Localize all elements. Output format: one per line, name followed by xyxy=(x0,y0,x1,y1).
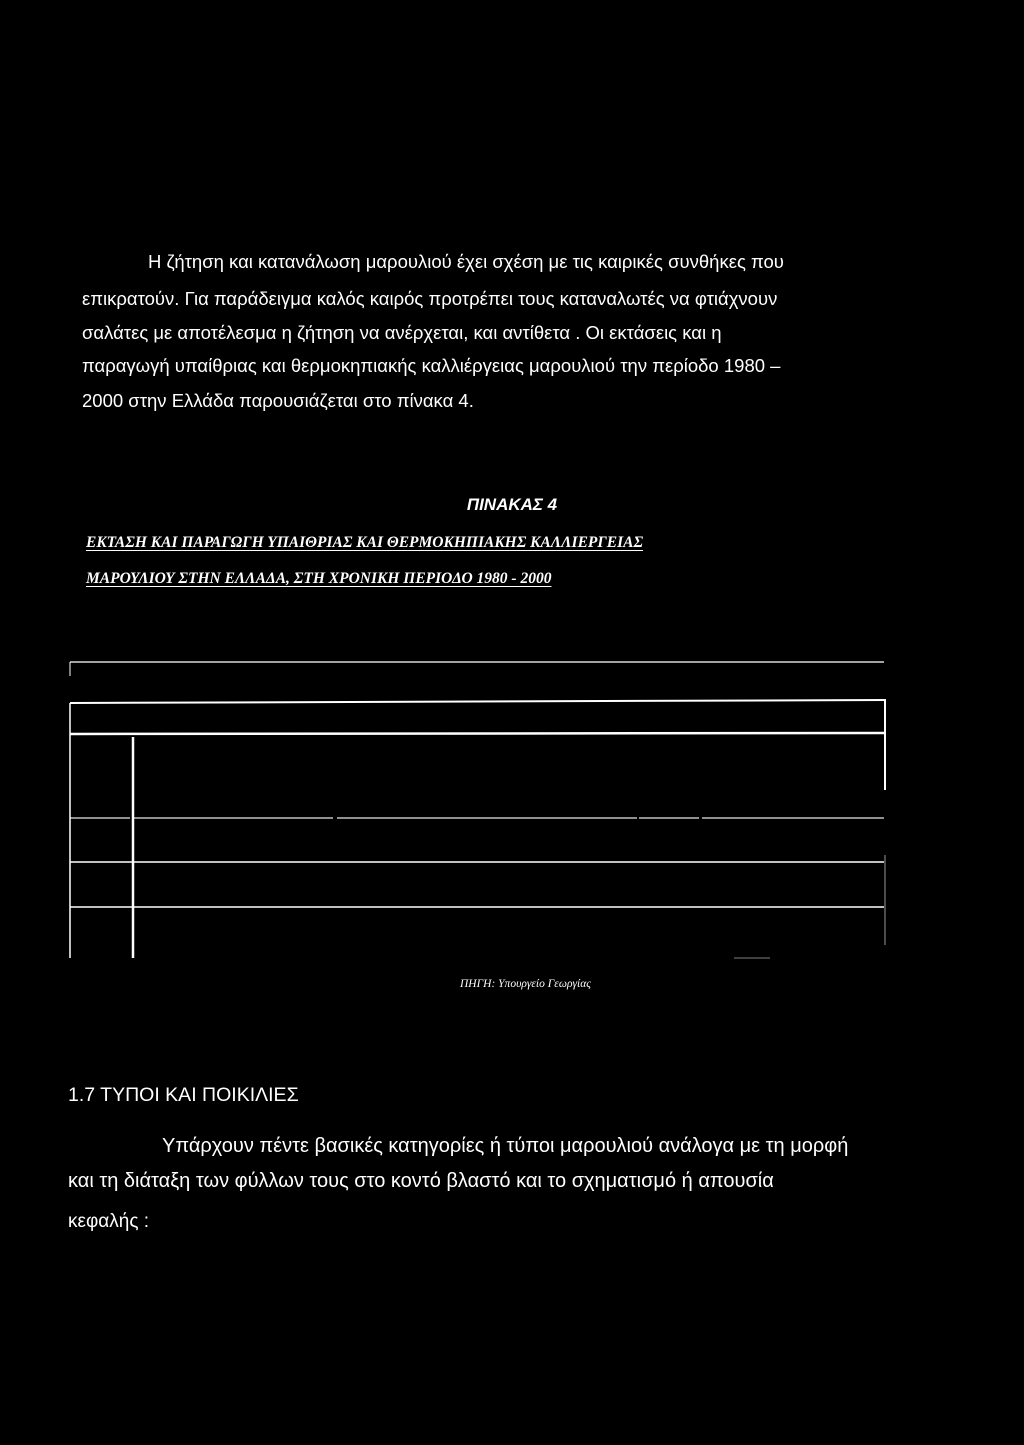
intro-line-4: παραγωγή υπαίθριας και θερμοκηπιακής καλλιέργειας μαρουλιού την περίοδο 1980 – xyxy=(82,355,781,376)
table-source: ΠΗΓΗ: Υπουργείο Γεωργίας xyxy=(460,978,591,990)
intro-line-3: σαλάτες με αποτέλεσμα η ζήτηση να ανέρχεται, και αντίθετα . Οι εκτάσεις και η xyxy=(82,322,722,343)
table-title-line-1: ΕΚΤΑΣΗ ΚΑΙ ΠΑΡΑΓΩΓΗ ΥΠΑΙΘΡΙΑΣ ΚΑΙ ΘΕΡΜΟΚΗΠΙΑΚΗΣ ΚΑΛΛΙΕΡΓΕΙΑΣ xyxy=(86,534,644,551)
section-line-2: και τη διάταξη των φύλλων τους στο κοντό βλαστό και το σχηματισμό ή απουσία xyxy=(68,1170,774,1192)
table-title-line-2: ΜΑΡΟΥΛΙΟΥ ΣΤΗΝ ΕΛΛΑΔΑ, ΣΤΗ ΧΡΟΝΙΚΗ ΠΕΡΙΟΔΟ 1980 - 2000 xyxy=(86,570,552,587)
intro-line-5: 2000 στην Ελλάδα παρουσιάζεται στο πίνακα 4. xyxy=(82,390,474,411)
section-line-3: κεφαλής : xyxy=(68,1211,150,1232)
section-heading: 1.7 ΤΥΠΟΙ ΚΑΙ ΠΟΙΚΙΛΙΕΣ xyxy=(68,1084,299,1106)
section-line-1: Υπάρχουν πέντε βασικές κατηγορίες ή τύποι μαρουλιού ανάλογα με τη μορφή xyxy=(162,1135,849,1157)
table-rule-header-top xyxy=(70,700,886,703)
table-rule-header-bottom xyxy=(70,733,886,734)
table-label: ΠΙΝΑΚΑΣ 4 xyxy=(466,495,558,514)
intro-line-1: Η ζήτηση και κατανάλωση μαρουλιού έχει σχέση με τις καιρικές συνθήκες που xyxy=(148,251,784,272)
intro-line-2: επικρατούν. Για παράδειγμα καλός καιρός προτρέπει τους καταναλωτές να φτιάχνουν xyxy=(82,288,778,309)
